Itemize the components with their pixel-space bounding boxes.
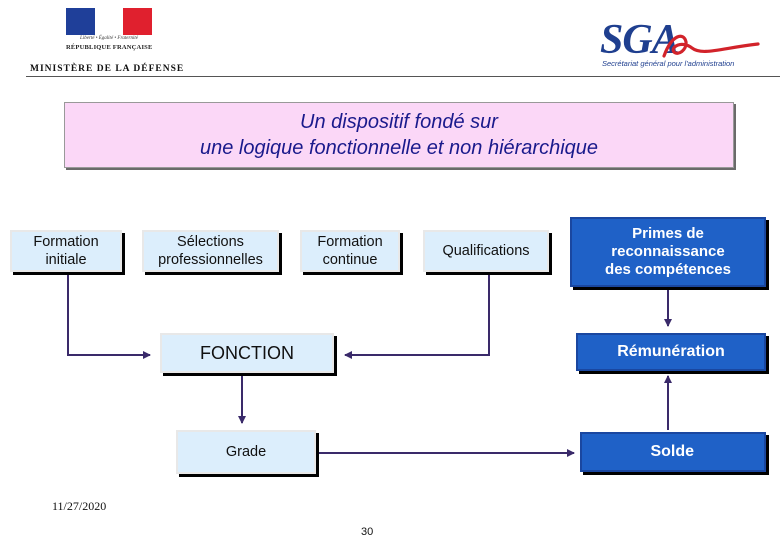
page-number: 30	[361, 526, 374, 538]
title-line-1: Un dispositif fondé sur	[300, 111, 498, 133]
box-grade: Grade	[176, 430, 316, 474]
box-selections-professionnelles	[142, 230, 279, 272]
republic-motto: Liberté • Égalité • Fraternité	[80, 36, 138, 41]
box-fonction: FONCTION	[160, 333, 334, 373]
slide-date: 11/27/2020	[52, 499, 107, 513]
box-primes-reconnaissance	[570, 217, 766, 287]
primes-line-3: des compétences	[605, 261, 731, 278]
sga-subtitle: Secrétariat général pour l'administration	[602, 59, 735, 68]
republic-name: RÉPUBLIQUE FRANÇAISE	[66, 44, 153, 51]
primes-line-1: Primes de	[632, 225, 704, 242]
selections-line-1: Sélections	[177, 234, 244, 250]
box-remuneration: Rémunération	[576, 333, 766, 371]
arrow-qualifications-to-fonction	[345, 274, 489, 355]
box-qualifications: Qualifications	[423, 230, 549, 272]
arrow-formation-initiale-to-fonction	[68, 274, 150, 355]
formation-continue-line-2: continue	[322, 252, 378, 268]
primes-line-2: reconnaissance	[611, 243, 725, 260]
box-formation-initiale	[10, 230, 122, 272]
formation-initiale-line-2: initiale	[45, 252, 87, 268]
ministry-name: MINISTÈRE DE LA DÉFENSE	[30, 64, 185, 74]
selections-line-2: professionnelles	[158, 252, 263, 268]
title-line-2: une logique fonctionnelle et non hiérarchique	[199, 137, 599, 159]
formation-continue-line-1: Formation	[317, 234, 383, 250]
box-solde: Solde	[580, 432, 766, 472]
formation-initiale-line-1: Formation	[33, 234, 99, 250]
sga-logo-text: SGA	[600, 17, 679, 63]
box-formation-continue	[300, 230, 400, 272]
